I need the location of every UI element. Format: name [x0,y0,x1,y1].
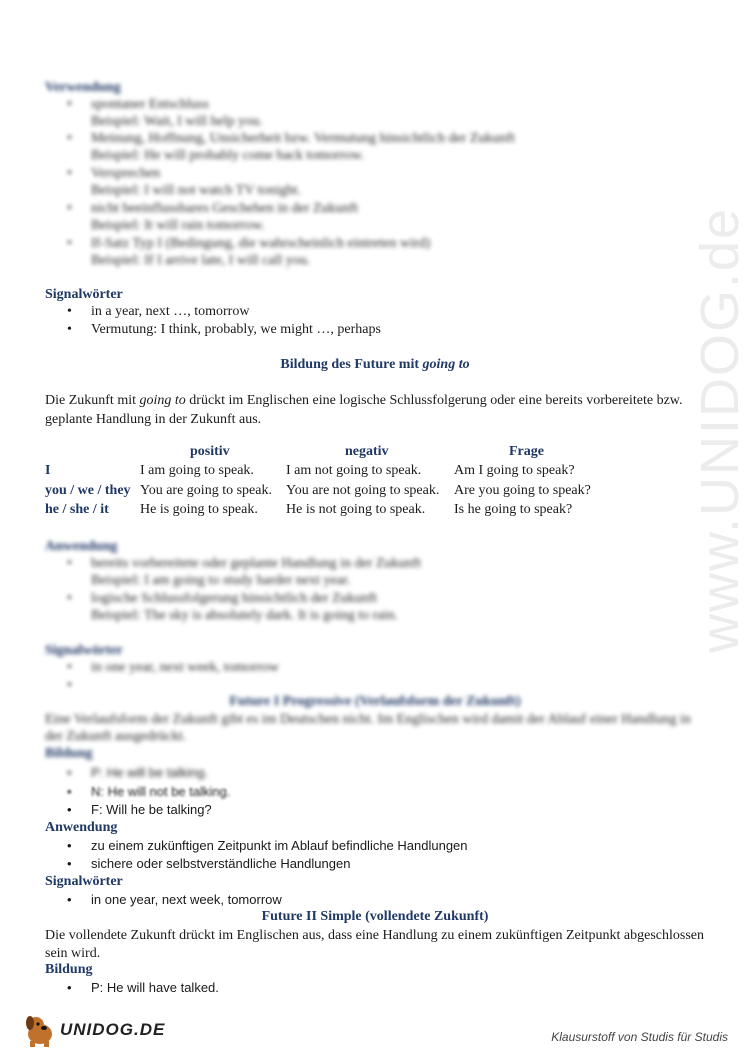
list-item: • P: He will be talking. [91,765,208,780]
list-item: • Meinung, Hoffnung, Unsicherheit bzw. Vermutung hinsichtlich der Zukunft [91,131,515,147]
table-cell: You are not going to speak. [286,483,440,498]
para-italic: going to [139,393,186,408]
list-item: • If-Satz Typ I (Bedingung, die wahrscheinlich eintreten wird) [91,236,430,252]
table-pronoun: you / we / they [45,483,131,498]
list-item-example: Beispiel: I will not watch TV tonight. [91,183,301,198]
title-part: Bildung des Future mit [280,357,423,372]
list-item: • bereits vorbereitete oder geplante Handlung in der Zukunft [91,556,421,572]
title-italic: going to [422,357,470,372]
verwendung-heading: Verwendung [45,80,121,95]
table-cell: You are going to speak. [140,483,272,498]
going-to-paragraph [45,391,705,429]
section-title-going-to [0,357,750,373]
list-item-example: Beispiel: I am going to study harder next year. [91,573,351,588]
list-item: • zu einem zukünftigen Zeitpunkt im Ablauf befindliche Handlungen [91,838,468,853]
section-title-progressive: Future I Progressive (Verlaufsform der Zukunft) [229,694,521,709]
signalwoerter-heading: Signalwörter [45,874,123,889]
logo-text: UNIDOG.DE [60,1020,166,1039]
table-cell: He is not going to speak. [286,502,426,517]
anwendung-heading: Anwendung [45,539,118,554]
list-item-example: Beispiel: The sky is absolutely dark. It is going to rain. [91,608,398,623]
signalwoerter-heading: Signalwörter [45,643,123,658]
table-cell: Am I going to speak? [454,463,575,478]
bildung-heading: Bildung [45,962,93,977]
unidog-logo [22,1014,172,1048]
list-item-example: Beispiel: If I arrive late, I will call you. [91,253,311,268]
list-item: • N: He will not be talking. [91,784,230,799]
list-item: • P: He will have talked. [91,980,219,995]
progressive-paragraph: Eine Verlaufsform der Zukunft gibt es im Deutschen nicht. Im Englischen wird damit der Ablauf einer Handlung in der Zukunft ausgedrückt. [45,712,691,744]
list-item: • logische Schlussfolgerung hinsichtlich der Zukunft [91,591,377,607]
future2-paragraph: Die vollendete Zukunft drückt im Englischen aus, dass eine Handlung zu einem zukünftigen Zeitpunkt abgeschlossen sein wird. [45,928,704,961]
table-cell: I am not going to speak. [286,463,422,478]
table-header-positiv: positiv [190,444,230,459]
list-item: • in one year, next week, tomorrow [91,892,282,907]
list-item-example: Beispiel: It will rain tomorrow. [91,218,265,233]
list-item: • in one year, next week, tomorrow [91,660,279,676]
list-item: • F: Will he be talking? [91,802,212,817]
table-cell: He is going to speak. [140,502,258,517]
table-pronoun: I [45,463,51,478]
signalwoerter-heading: Signalwörter [45,287,123,302]
section-title-future-2: Future II Simple (vollendete Zukunft) [261,909,489,924]
list-item-example: Beispiel: Wait, I will help you. [91,114,263,129]
footer-tagline: Klausurstoff von Studis für Studis [551,1030,728,1044]
table-cell: Is he going to speak? [454,502,573,517]
list-item: • nicht beeinflussbares Geschehen in der Zukunft [91,201,358,217]
watermark: www.UNIDOG.de [690,206,750,654]
table-cell: Are you going to speak? [454,483,591,498]
para-part: Die Zukunft mit [45,393,140,408]
para-part: drückt im Englischen eine logische Schlussfolgerung oder eine bereits vorbereitete bzw. geplante Handlung in der Zukunft aus. [45,393,683,427]
list-item: • Vermutung: I think, probably, we might …, perhaps [91,322,381,338]
dog-icon [22,1014,60,1048]
table-header-frage: Frage [509,444,544,459]
anwendung-heading: Anwendung [45,820,118,835]
bildung-heading: Bildung [45,746,93,761]
list-item: • sichere oder selbstverständliche Handlungen [91,856,350,871]
list-item: • spontaner Entschluss [91,97,209,113]
table-cell: I am going to speak. [140,463,254,478]
list-item-example: Beispiel: He will probably come back tomorrow. [91,148,365,163]
table-pronoun: he / she / it [45,502,109,517]
table-header-negativ: negativ [345,444,389,459]
list-item: • Versprechen [91,166,160,182]
list-item: • in a year, next …, tomorrow [91,304,249,320]
